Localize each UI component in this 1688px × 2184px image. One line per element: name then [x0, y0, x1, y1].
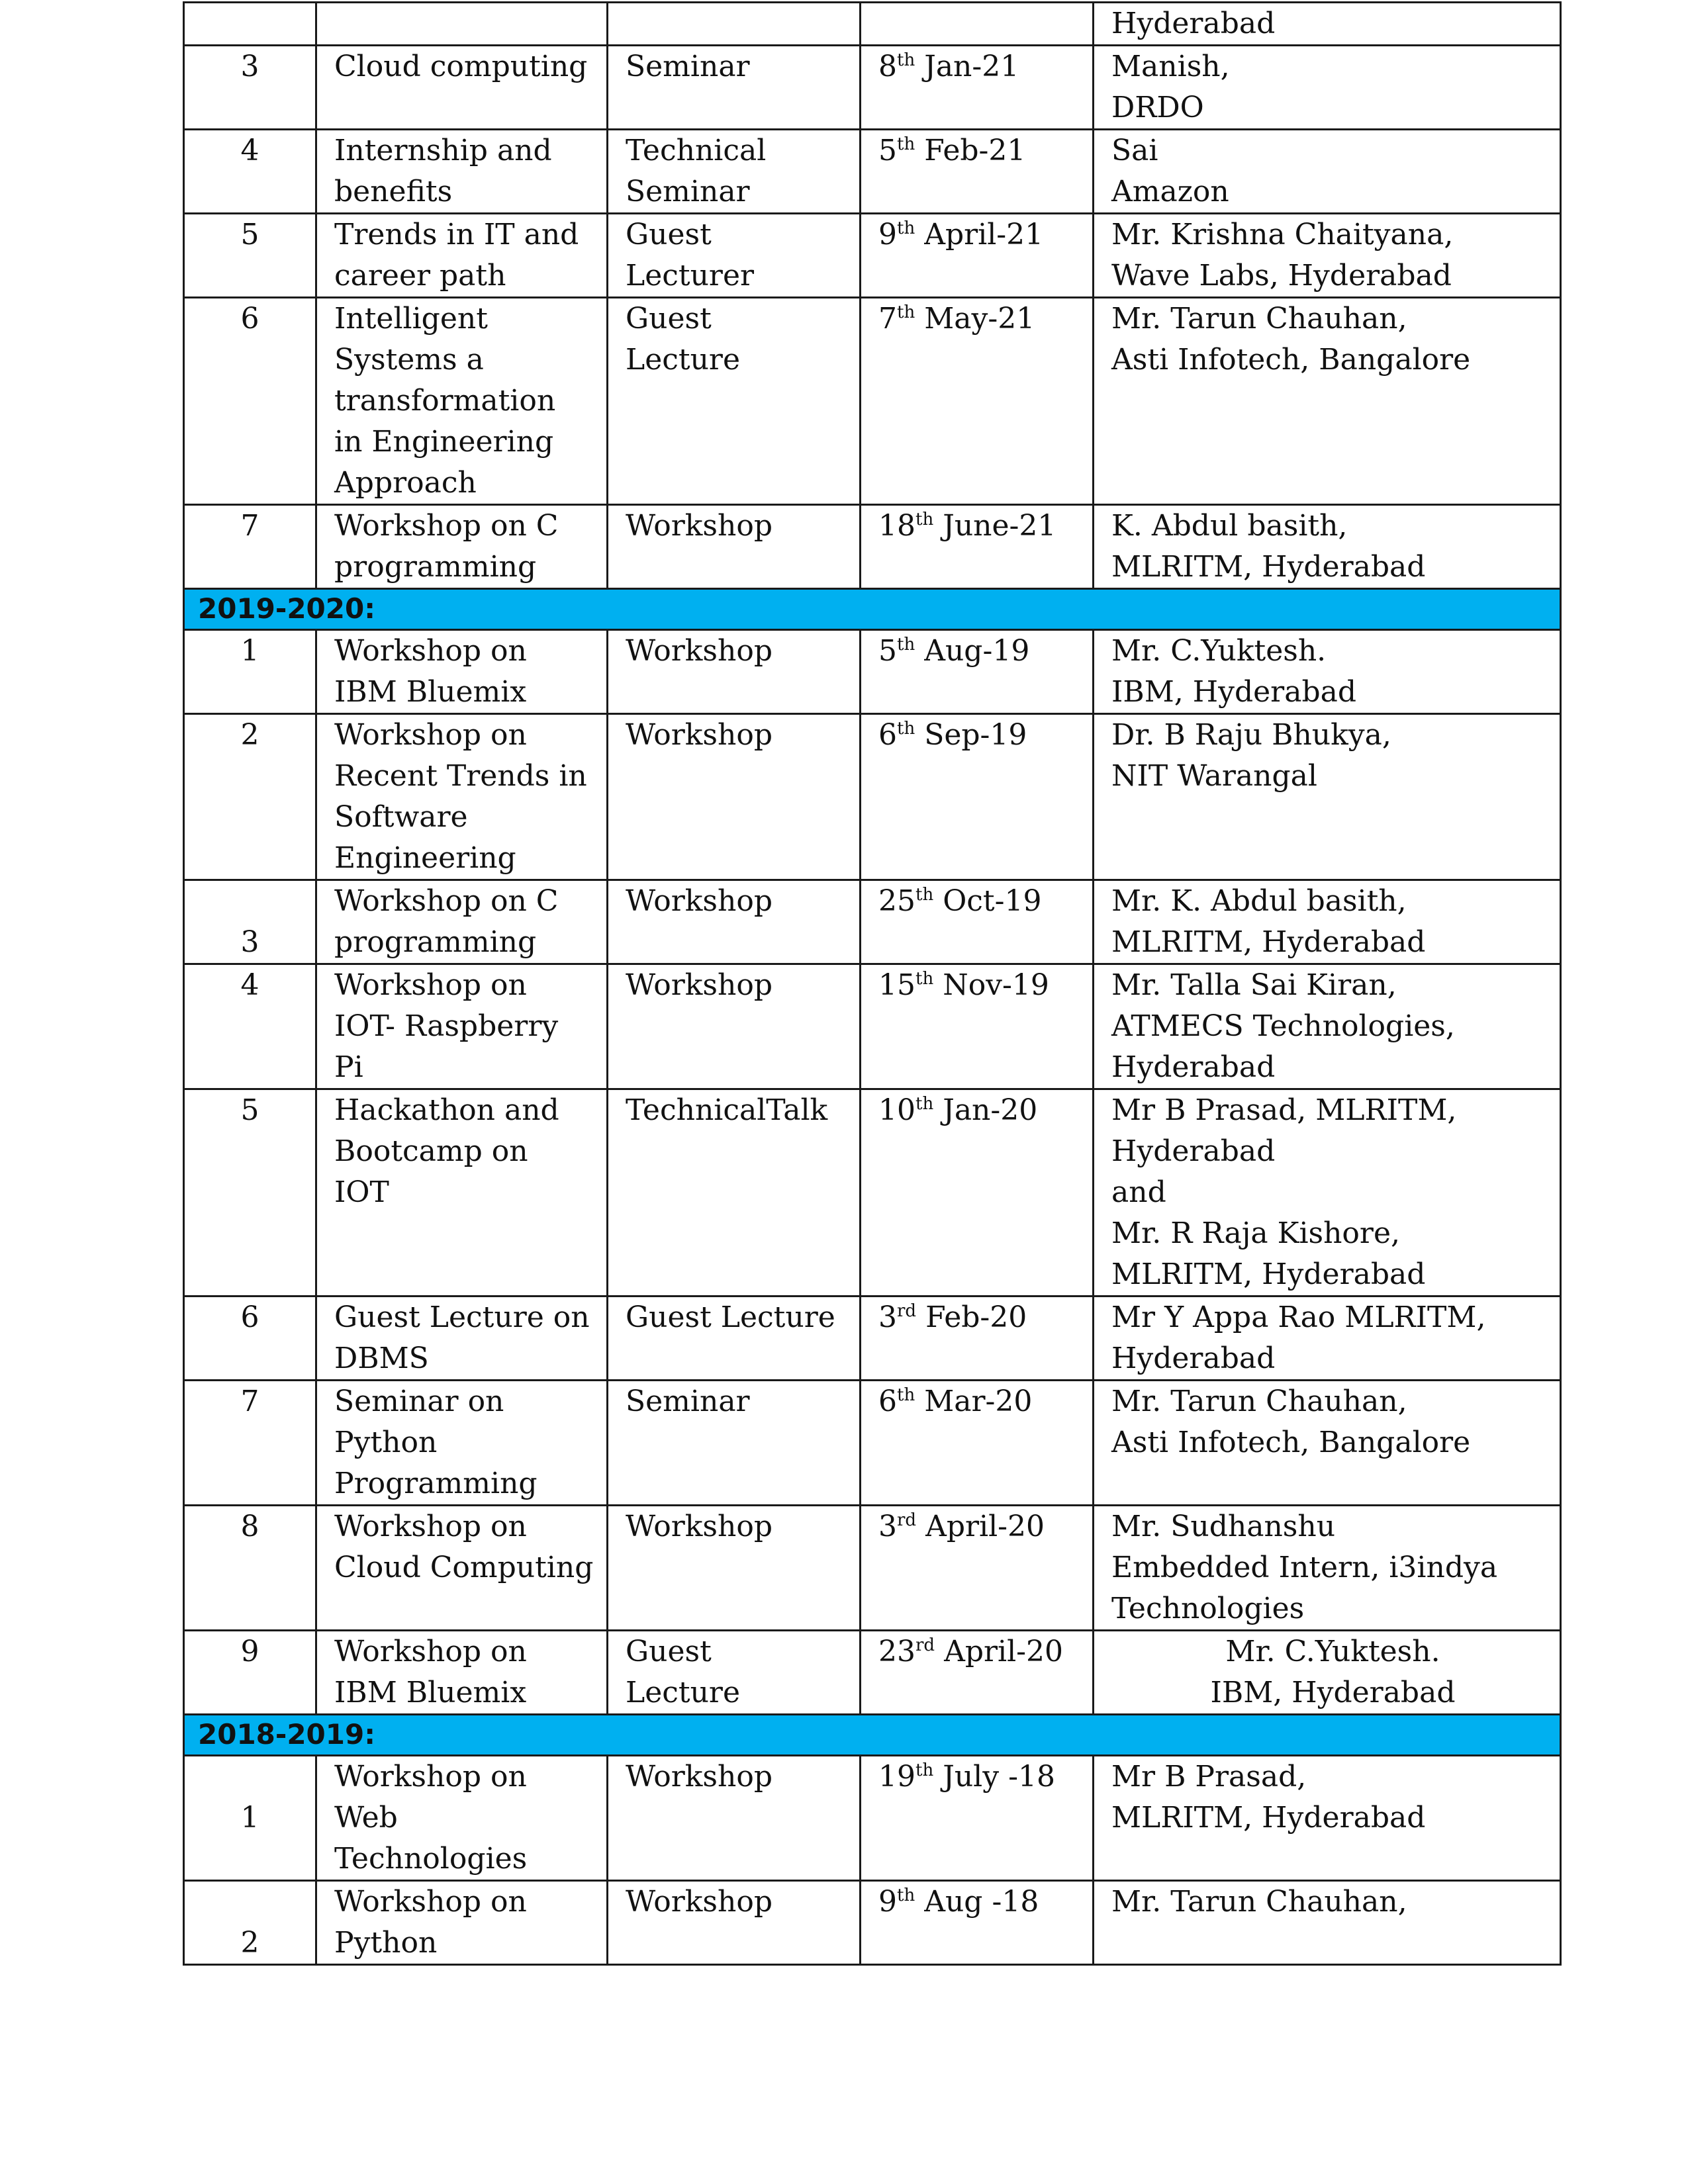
table-row: [184, 1381, 1561, 1506]
resource-person-cell: Mr Y Appa Rao MLRITM, Hyderabad: [1094, 1297, 1561, 1381]
event-title-cell: Workshop on C programming: [316, 880, 608, 964]
serial-number-cell: [184, 3, 316, 46]
table-row: [184, 1089, 1561, 1297]
event-type-cell: Workshop: [608, 1756, 861, 1881]
serial-number-cell: 1: [184, 1756, 316, 1881]
resource-person-cell: Mr B Prasad, MLRITM, Hyderabad and Mr. R Raja Kishore, MLRITM, Hyderabad: [1094, 1089, 1561, 1297]
event-type-cell: Guest Lecture: [608, 1631, 861, 1715]
serial-number-cell: 6: [184, 298, 316, 505]
resource-person-cell: Manish, DRDO: [1094, 46, 1561, 130]
event-date-cell: [861, 46, 1094, 130]
event-title-cell: Workshop on IOT- Raspberry Pi: [316, 964, 608, 1089]
serial-number-cell: 7: [184, 1381, 316, 1506]
event-type-cell: Workshop: [608, 505, 861, 589]
table-row: [184, 964, 1561, 1089]
date-month-year: Aug -18: [915, 1885, 1039, 1919]
date-ordinal-suffix: th: [915, 885, 934, 905]
resource-person-cell: Mr. Tarun Chauhan, Asti Infotech, Bangalore: [1094, 1381, 1561, 1506]
date-month-year: Mar-20: [915, 1385, 1033, 1418]
event-title-cell: Internship and benefits: [316, 130, 608, 214]
event-type-cell: Guest Lecturer: [608, 214, 861, 298]
event-date-cell: [861, 1881, 1094, 1965]
date-day: 5: [878, 134, 897, 167]
events-table-body: [184, 3, 1561, 1965]
event-type-cell: Seminar: [608, 1381, 861, 1506]
year-section-header: [184, 589, 1561, 630]
resource-person-cell: Mr. Tarun Chauhan, Asti Infotech, Bangalore: [1094, 298, 1561, 505]
date-month-year: Jan-20: [933, 1093, 1038, 1127]
year-section-header: [184, 1715, 1561, 1756]
resource-person-cell: Mr. Talla Sai Kiran, ATMECS Technologies, Hyderabad: [1094, 964, 1561, 1089]
date-month-year: July -18: [933, 1760, 1055, 1794]
resource-person-cell: Hyderabad: [1094, 3, 1561, 46]
date-month-year: April-20: [935, 1635, 1064, 1668]
event-title-cell: Workshop on IBM Bluemix: [316, 1631, 608, 1715]
date-ordinal-suffix: rd: [897, 1301, 917, 1321]
event-title-cell: [316, 3, 608, 46]
table-row: [184, 298, 1561, 505]
date-day: 3: [878, 1510, 897, 1543]
date-ordinal-suffix: th: [897, 302, 915, 322]
date-day: 7: [878, 302, 897, 336]
event-title-cell: Workshop on Web Technologies: [316, 1756, 608, 1881]
date-ordinal-suffix: th: [897, 635, 915, 655]
serial-number-cell: 5: [184, 1089, 316, 1297]
date-month-year: Oct-19: [933, 884, 1042, 918]
serial-number-cell: 7: [184, 505, 316, 589]
table-row: [184, 214, 1561, 298]
event-title-cell: Workshop on Python: [316, 1881, 608, 1965]
resource-person-cell: Mr. C.Yuktesh. IBM, Hyderabad: [1094, 1631, 1561, 1715]
event-date-cell: [861, 130, 1094, 214]
event-date-cell: [861, 1506, 1094, 1631]
event-date-cell: [861, 880, 1094, 964]
event-date-cell: [861, 214, 1094, 298]
table-row: [184, 3, 1561, 46]
event-type-cell: Workshop: [608, 964, 861, 1089]
resource-person-cell: Mr. Tarun Chauhan,: [1094, 1881, 1561, 1965]
date-ordinal-suffix: th: [897, 134, 915, 154]
resource-person-cell: K. Abdul basith, MLRITM, Hyderabad: [1094, 505, 1561, 589]
event-date-cell: [861, 505, 1094, 589]
event-title-cell: Intelligent Systems a transformation in Engineering Approach: [316, 298, 608, 505]
event-title-cell: Workshop on C programming: [316, 505, 608, 589]
serial-number-cell: 2: [184, 714, 316, 880]
date-day: 15: [878, 968, 915, 1002]
event-type-cell: Workshop: [608, 714, 861, 880]
event-title-cell: Workshop on Recent Trends in Software Engineering: [316, 714, 608, 880]
event-type-cell: Seminar: [608, 46, 861, 130]
table-row: [184, 1506, 1561, 1631]
event-title-cell: Cloud computing: [316, 46, 608, 130]
date-ordinal-suffix: rd: [915, 1635, 935, 1655]
date-ordinal-suffix: th: [915, 1094, 934, 1114]
event-date-cell: [861, 1297, 1094, 1381]
table-row: [184, 1881, 1561, 1965]
table-row: [184, 505, 1561, 589]
serial-number-cell: 6: [184, 1297, 316, 1381]
event-type-cell: Workshop: [608, 1881, 861, 1965]
date-month-year: Sep-19: [915, 718, 1027, 752]
event-type-cell: Workshop: [608, 630, 861, 714]
serial-number-cell: 2: [184, 1881, 316, 1965]
serial-number-cell: 3: [184, 46, 316, 130]
event-title-cell: Workshop on IBM Bluemix: [316, 630, 608, 714]
date-day: 3: [878, 1300, 897, 1334]
table-row: [184, 130, 1561, 214]
event-date-cell: [861, 964, 1094, 1089]
event-type-cell: Workshop: [608, 1506, 861, 1631]
table-row: [184, 630, 1561, 714]
date-ordinal-suffix: th: [897, 1385, 915, 1405]
date-ordinal-suffix: th: [897, 1886, 915, 1905]
resource-person-cell: Mr. Sudhanshu Embedded Intern, i3indya Technologies: [1094, 1506, 1561, 1631]
event-date-cell: [861, 1381, 1094, 1506]
serial-number-cell: 8: [184, 1506, 316, 1631]
year-label: 2019-2020:: [184, 589, 1561, 630]
table-row: [184, 1631, 1561, 1715]
event-type-cell: Guest Lecture: [608, 1297, 861, 1381]
event-date-cell: [861, 1089, 1094, 1297]
resource-person-cell: Mr B Prasad, MLRITM, Hyderabad: [1094, 1756, 1561, 1881]
date-day: 5: [878, 634, 897, 668]
serial-number-cell: 1: [184, 630, 316, 714]
event-date-cell: [861, 714, 1094, 880]
event-type-cell: Workshop: [608, 880, 861, 964]
date-month-year: Feb-21: [915, 134, 1026, 167]
resource-person-cell: Sai Amazon: [1094, 130, 1561, 214]
date-day: 8: [878, 50, 897, 83]
table-row: [184, 1756, 1561, 1881]
table-row: [184, 1297, 1561, 1381]
date-ordinal-suffix: th: [915, 969, 934, 989]
table-row: [184, 880, 1561, 964]
serial-number-cell: 9: [184, 1631, 316, 1715]
table-row: [184, 46, 1561, 130]
date-ordinal-suffix: th: [897, 50, 915, 70]
date-month-year: June-21: [933, 509, 1056, 543]
date-day: 9: [878, 218, 897, 251]
resource-person-cell: Mr. Krishna Chaityana, Wave Labs, Hyderabad: [1094, 214, 1561, 298]
serial-number-cell: 4: [184, 130, 316, 214]
event-title-cell: Hackathon and Bootcamp on IOT: [316, 1089, 608, 1297]
date-month-year: Nov-19: [933, 968, 1049, 1002]
date-month-year: April-20: [916, 1510, 1045, 1543]
date-day: 18: [878, 509, 915, 543]
serial-number-cell: 3: [184, 880, 316, 964]
resource-person-cell: Mr. K. Abdul basith, MLRITM, Hyderabad: [1094, 880, 1561, 964]
event-date-cell: [861, 630, 1094, 714]
event-title-cell: Seminar on Python Programming: [316, 1381, 608, 1506]
serial-number-cell: 5: [184, 214, 316, 298]
date-day: 19: [878, 1760, 915, 1794]
event-date-cell: [861, 298, 1094, 505]
event-type-cell: Technical Seminar: [608, 130, 861, 214]
event-type-cell: TechnicalTalk: [608, 1089, 861, 1297]
year-label: 2018-2019:: [184, 1715, 1561, 1756]
event-type-cell: Guest Lecture: [608, 298, 861, 505]
event-date-cell: [861, 1631, 1094, 1715]
event-date-cell: [861, 1756, 1094, 1881]
event-date-cell: [861, 3, 1094, 46]
date-ordinal-suffix: th: [897, 719, 915, 739]
date-day: 10: [878, 1093, 915, 1127]
date-month-year: April-21: [915, 218, 1044, 251]
date-ordinal-suffix: th: [897, 218, 915, 238]
date-month-year: Feb-20: [916, 1300, 1027, 1334]
events-table: [183, 1, 1562, 1966]
date-month-year: Aug-19: [915, 634, 1030, 668]
table-row: [184, 714, 1561, 880]
resource-person-cell: Dr. B Raju Bhukya, NIT Warangal: [1094, 714, 1561, 880]
event-title-cell: Workshop on Cloud Computing: [316, 1506, 608, 1631]
resource-person-cell: Mr. C.Yuktesh. IBM, Hyderabad: [1094, 630, 1561, 714]
date-month-year: Jan-21: [915, 50, 1019, 83]
date-ordinal-suffix: th: [915, 510, 934, 529]
event-title-cell: Guest Lecture on DBMS: [316, 1297, 608, 1381]
event-type-cell: [608, 3, 861, 46]
date-day: 25: [878, 884, 915, 918]
serial-number-cell: 4: [184, 964, 316, 1089]
date-day: 6: [878, 1385, 897, 1418]
date-day: 23: [878, 1635, 915, 1668]
date-month-year: May-21: [915, 302, 1035, 336]
date-day: 9: [878, 1885, 897, 1919]
date-ordinal-suffix: th: [915, 1760, 934, 1780]
date-day: 6: [878, 718, 897, 752]
date-ordinal-suffix: rd: [897, 1510, 917, 1530]
event-title-cell: Trends in IT and career path: [316, 214, 608, 298]
